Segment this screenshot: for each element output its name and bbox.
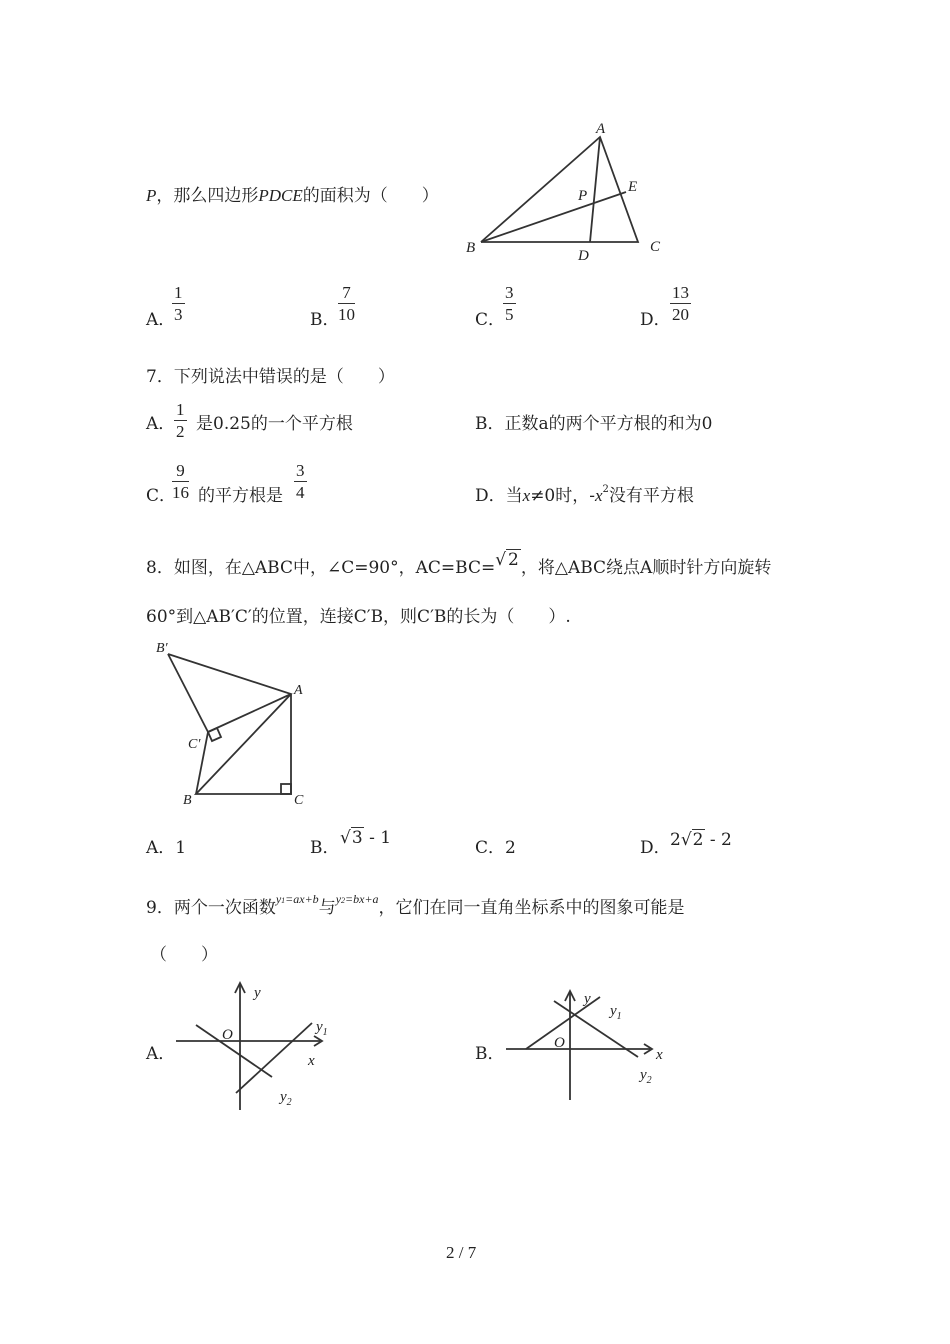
q8-option-c: C．2: [475, 838, 516, 858]
q6-option-a-fraction: 1 3: [174, 283, 183, 324]
q6-label-a: A: [596, 121, 606, 137]
q8-option-a: A．1: [146, 838, 187, 858]
q6-stem-var: P: [146, 186, 157, 205]
q7-stem: 7．下列说法中错误的是（ ）: [146, 367, 395, 387]
q8-label-b: B: [183, 793, 192, 808]
q8-option-b-letter: B．: [310, 838, 340, 858]
q9-b-label-x: x: [656, 1047, 663, 1063]
q8-label-a: A: [294, 683, 303, 698]
q6-option-d-fraction: 13 20: [672, 283, 689, 324]
q9-b-label-o: O: [554, 1035, 565, 1051]
q8-stem-line1: 8．如图，在△ABC中，∠C=90°，AC=BC=√ 2 ，将△ABC绕点A顺时针方向旋转: [146, 550, 772, 578]
q7-option-a-fraction: 1 2: [176, 400, 185, 441]
q6-option-a-letter: A．: [146, 310, 176, 330]
q6-triangle-figure: [460, 115, 680, 269]
q7-option-c-fraction-2: 3 4: [296, 461, 305, 502]
q9-stem: 9．两个一次函数y1=ax+b与y2=bx+a，它们在同一直角坐标系中的图象可能是: [146, 892, 685, 918]
q6-option-d-letter: D．: [640, 310, 671, 330]
q9-a-label-x: x: [308, 1053, 315, 1069]
q8-option-d-value: 2√2 - 2: [670, 830, 732, 850]
q9-b-label-y2: $y_2$: [640, 1067, 652, 1086]
q7-option-c-letter: C．: [146, 486, 177, 506]
q7-option-b: B．正数a的两个平方根的和为0: [475, 414, 713, 434]
q6-label-e: E: [628, 179, 638, 195]
q8-label-b-prime: B′: [156, 641, 168, 656]
q9-b-label-y: y: [584, 991, 591, 1007]
q6-label-p: P: [578, 188, 588, 204]
q7-option-c-text: 的平方根是: [198, 486, 283, 506]
q9-option-b-letter: B．: [475, 1044, 505, 1064]
q6-label-b: B: [466, 240, 476, 256]
q9-a-label-y1: $y_1$: [316, 1019, 328, 1038]
q8-option-d-letter: D．: [640, 838, 671, 858]
q9-b-label-y1: $y_1$: [610, 1003, 622, 1022]
q9-a-label-o: O: [222, 1027, 233, 1043]
q6-option-c-letter: C．: [475, 310, 506, 330]
q9-paren: （ ）: [150, 945, 218, 965]
q6-label-c: C: [650, 239, 661, 255]
q7-option-d: D．当x≠0时，$-x^2$没有平方根: [475, 484, 694, 506]
q9-option-a-graph: [170, 975, 350, 1119]
q8-option-b-value: √3 - 1: [340, 828, 392, 848]
q8-label-c: C: [294, 793, 304, 808]
q9-option-b-graph: [500, 985, 680, 1109]
q6-option-b-fraction: 7 10: [338, 283, 355, 324]
q6-stem: [146, 186, 439, 206]
q9-a-label-y: y: [254, 985, 261, 1001]
q8-stem-line2: 60°到△AB′C′的位置，连接C′B，则C′B的长为（ ）.: [146, 607, 571, 627]
q9-option-a-letter: A．: [146, 1044, 176, 1064]
q6-stem-mid: ，那么四边形: [156, 186, 259, 206]
q7-option-a-text: 是0.25的一个平方根: [196, 414, 353, 434]
q8-label-c-prime: C′: [188, 737, 201, 752]
q6-stem-end: 的面积为（ ）: [302, 186, 439, 206]
q8-rotation-figure: [146, 636, 326, 815]
q6-label-d: D: [578, 248, 589, 264]
q6-option-c-fraction: 3 5: [505, 283, 514, 324]
q7-option-c-fraction: 9 16: [172, 461, 189, 502]
q6-stem-quad: PDCE: [258, 186, 303, 205]
q9-a-label-y2: $y_2$: [280, 1089, 292, 1108]
q7-option-a-letter: A．: [146, 414, 176, 434]
q6-option-b-letter: B．: [310, 310, 340, 330]
page-number: 2 / 7: [446, 1243, 477, 1262]
